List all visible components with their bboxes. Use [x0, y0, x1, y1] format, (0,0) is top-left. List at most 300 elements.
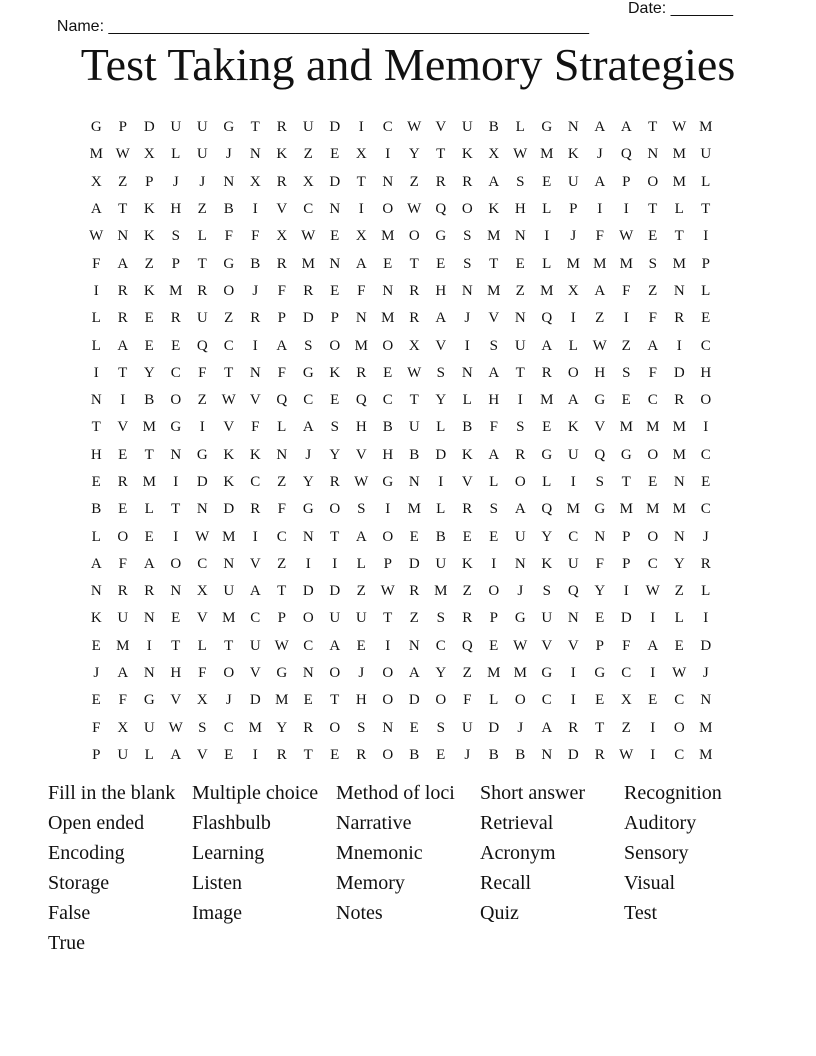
grid-letter[interactable]: D — [620, 610, 632, 627]
grid-letter[interactable]: A — [90, 555, 102, 572]
grid-letter[interactable]: L — [701, 173, 711, 190]
grid-letter[interactable]: S — [357, 501, 366, 518]
grid-letter[interactable]: Z — [277, 474, 287, 490]
grid-letter[interactable]: N — [302, 665, 314, 682]
grid-letter[interactable]: I — [676, 337, 682, 354]
grid-letter[interactable]: T — [701, 201, 711, 218]
grid-letter[interactable]: Z — [197, 201, 207, 218]
date-field-label[interactable]: Date: _______ — [628, 0, 733, 17]
grid-letter[interactable]: U — [302, 119, 314, 136]
grid-letter[interactable]: R — [117, 474, 128, 490]
grid-letter[interactable]: V — [594, 419, 606, 436]
grid-letter[interactable]: X — [249, 173, 261, 190]
grid-letter[interactable]: V — [567, 637, 579, 654]
grid-letter[interactable]: R — [170, 310, 181, 327]
grid-letter[interactable]: J — [517, 583, 524, 600]
grid-letter[interactable]: U — [567, 555, 579, 572]
grid-letter[interactable]: O — [488, 583, 500, 600]
grid-letter[interactable]: E — [144, 337, 154, 354]
grid-letter[interactable]: R — [594, 746, 605, 763]
grid-letter[interactable]: Z — [674, 583, 684, 600]
grid-letter[interactable]: C — [647, 555, 658, 572]
grid-letter[interactable]: F — [277, 364, 286, 381]
grid-letter[interactable]: M — [672, 146, 686, 163]
grid-letter[interactable]: A — [117, 255, 129, 272]
grid-letter[interactable]: M — [487, 665, 501, 682]
grid-letter[interactable]: T — [303, 746, 313, 763]
grid-letter[interactable]: M — [540, 146, 554, 163]
grid-letter[interactable]: Z — [118, 173, 128, 190]
grid-letter[interactable]: L — [701, 282, 711, 299]
grid-letter[interactable]: M — [169, 282, 183, 299]
grid-letter[interactable]: A — [170, 746, 182, 763]
grid-letter[interactable]: R — [515, 446, 526, 463]
grid-letter[interactable]: S — [436, 719, 445, 736]
grid-letter[interactable]: S — [595, 474, 604, 490]
grid-letter[interactable]: T — [171, 637, 181, 654]
grid-letter[interactable]: E — [701, 474, 711, 490]
grid-letter[interactable]: F — [92, 255, 101, 272]
grid-letter[interactable]: O — [329, 337, 341, 354]
grid-letter[interactable]: M — [540, 282, 554, 299]
grid-letter[interactable]: M — [513, 665, 527, 682]
grid-letter[interactable]: E — [409, 719, 419, 736]
grid-letter[interactable]: I — [252, 201, 258, 218]
grid-letter[interactable]: O — [382, 665, 394, 682]
grid-letter[interactable]: K — [541, 555, 553, 572]
grid-letter[interactable]: A — [276, 337, 288, 354]
grid-letter[interactable]: C — [382, 119, 393, 136]
grid-letter[interactable]: W — [168, 719, 183, 736]
grid-letter[interactable]: I — [650, 610, 656, 627]
grid-letter[interactable]: R — [276, 746, 287, 763]
grid-letter[interactable]: F — [622, 637, 631, 654]
grid-letter[interactable]: A — [647, 337, 659, 354]
grid-letter[interactable]: H — [382, 446, 394, 463]
grid-letter[interactable]: A — [620, 119, 632, 136]
grid-letter[interactable]: Q — [567, 583, 579, 600]
grid-letter[interactable]: Z — [197, 392, 207, 409]
grid-letter[interactable]: E — [330, 392, 340, 409]
grid-letter[interactable]: L — [489, 692, 499, 709]
grid-letter[interactable]: Z — [303, 146, 313, 163]
grid-letter[interactable]: U — [329, 610, 341, 627]
grid-letter[interactable]: C — [700, 337, 711, 354]
grid-letter[interactable]: W — [513, 146, 528, 163]
grid-letter[interactable]: A — [594, 173, 606, 190]
grid-letter[interactable]: Y — [594, 583, 606, 600]
grid-letter[interactable]: Z — [409, 173, 419, 190]
grid-letter[interactable]: Y — [673, 555, 685, 572]
grid-letter[interactable]: B — [409, 746, 420, 763]
grid-letter[interactable]: G — [276, 665, 288, 682]
grid-letter[interactable]: A — [594, 282, 606, 299]
grid-letter[interactable]: K — [90, 610, 102, 627]
grid-letter[interactable]: T — [674, 228, 684, 245]
grid-letter[interactable]: E — [542, 419, 552, 436]
grid-letter[interactable]: W — [89, 228, 104, 245]
grid-letter[interactable]: K — [567, 146, 579, 163]
grid-letter[interactable]: O — [382, 528, 394, 545]
grid-letter[interactable]: I — [650, 746, 656, 763]
grid-letter[interactable]: M — [381, 228, 395, 245]
grid-letter[interactable]: M — [593, 255, 607, 272]
grid-letter[interactable]: L — [542, 255, 552, 272]
grid-letter[interactable]: P — [595, 637, 604, 654]
grid-letter[interactable]: V — [488, 310, 500, 327]
grid-letter[interactable]: R — [409, 282, 420, 299]
grid-letter[interactable]: C — [303, 392, 314, 409]
grid-letter[interactable]: D — [249, 692, 261, 709]
grid-letter[interactable]: A — [647, 637, 659, 654]
grid-letter[interactable]: A — [302, 419, 314, 436]
grid-letter[interactable]: O — [647, 446, 659, 463]
grid-letter[interactable]: W — [672, 665, 687, 682]
grid-letter[interactable]: N — [673, 528, 685, 545]
grid-letter[interactable]: T — [118, 201, 128, 218]
grid-letter[interactable]: S — [304, 337, 313, 354]
grid-letter[interactable]: M — [407, 501, 421, 518]
grid-letter[interactable]: L — [197, 228, 207, 245]
grid-letter[interactable]: R — [197, 282, 208, 299]
grid-letter[interactable]: N — [382, 719, 394, 736]
grid-letter[interactable]: F — [251, 419, 260, 436]
grid-letter[interactable]: T — [648, 201, 658, 218]
grid-letter[interactable]: A — [408, 665, 420, 682]
grid-letter[interactable]: P — [277, 610, 286, 627]
grid-letter[interactable]: T — [118, 364, 128, 381]
grid-letter[interactable]: A — [488, 446, 500, 463]
grid-letter[interactable]: Y — [408, 146, 420, 163]
grid-letter[interactable]: I — [252, 337, 258, 354]
grid-letter[interactable]: C — [647, 392, 658, 409]
grid-letter[interactable]: R — [117, 310, 128, 327]
grid-letter[interactable]: M — [89, 146, 103, 163]
grid-letter[interactable]: N — [567, 610, 579, 627]
grid-letter[interactable]: B — [223, 201, 234, 218]
grid-letter[interactable]: T — [91, 419, 101, 436]
grid-letter[interactable]: W — [301, 228, 316, 245]
grid-letter[interactable]: Q — [541, 501, 553, 518]
grid-letter[interactable]: P — [622, 555, 631, 572]
grid-letter[interactable]: O — [647, 528, 659, 545]
grid-letter[interactable]: R — [700, 555, 711, 572]
grid-letter[interactable]: J — [305, 446, 312, 463]
grid-letter[interactable]: Z — [224, 310, 234, 327]
grid-letter[interactable]: M — [672, 419, 686, 436]
grid-letter[interactable]: M — [301, 255, 315, 272]
grid-letter[interactable]: N — [541, 746, 553, 763]
grid-letter[interactable]: I — [93, 282, 99, 299]
grid-letter[interactable]: O — [408, 228, 420, 245]
grid-letter[interactable]: L — [436, 501, 446, 518]
grid-letter[interactable]: E — [330, 746, 340, 763]
grid-letter[interactable]: P — [569, 201, 578, 218]
grid-letter[interactable]: W — [645, 583, 660, 600]
grid-letter[interactable]: I — [597, 201, 603, 218]
grid-letter[interactable]: T — [621, 474, 631, 490]
grid-letter[interactable]: O — [647, 173, 659, 190]
grid-letter[interactable]: P — [622, 528, 631, 545]
grid-letter[interactable]: N — [355, 310, 367, 327]
grid-letter[interactable]: N — [673, 282, 685, 299]
grid-letter[interactable]: D — [302, 310, 314, 327]
grid-letter[interactable]: V — [355, 446, 367, 463]
grid-letter[interactable]: X — [143, 146, 155, 163]
grid-letter[interactable]: O — [382, 692, 394, 709]
grid-letter[interactable]: O — [223, 665, 235, 682]
name-field-label[interactable]: Name: ______________________________________________________ — [56, 18, 589, 35]
grid-letter[interactable]: C — [250, 474, 261, 490]
grid-letter[interactable]: K — [143, 201, 155, 218]
grid-letter[interactable]: L — [542, 201, 552, 218]
grid-letter[interactable]: E — [303, 692, 313, 709]
grid-letter[interactable]: U — [435, 555, 447, 572]
grid-letter[interactable]: K — [567, 419, 579, 436]
grid-letter[interactable]: I — [570, 474, 576, 490]
grid-letter[interactable]: L — [674, 610, 684, 627]
grid-letter[interactable]: I — [252, 528, 258, 545]
grid-letter[interactable]: N — [223, 173, 235, 190]
grid-letter[interactable]: F — [224, 228, 233, 245]
grid-letter[interactable]: I — [146, 637, 152, 654]
grid-letter[interactable]: V — [435, 119, 447, 136]
grid-letter[interactable]: N — [700, 692, 712, 709]
grid-letter[interactable]: G — [223, 255, 235, 272]
grid-letter[interactable]: H — [355, 419, 367, 436]
grid-letter[interactable]: M — [672, 501, 686, 518]
grid-letter[interactable]: G — [541, 665, 553, 682]
grid-letter[interactable]: B — [435, 528, 446, 545]
grid-letter[interactable]: V — [249, 665, 261, 682]
grid-letter[interactable]: C — [382, 392, 393, 409]
grid-letter[interactable]: C — [700, 446, 711, 463]
grid-letter[interactable]: V — [196, 610, 208, 627]
grid-letter[interactable]: H — [594, 364, 606, 381]
grid-letter[interactable]: E — [621, 392, 631, 409]
grid-letter[interactable]: N — [408, 637, 420, 654]
grid-letter[interactable]: M — [222, 528, 236, 545]
grid-letter[interactable]: S — [198, 719, 207, 736]
grid-letter[interactable]: F — [595, 555, 604, 572]
grid-letter[interactable]: E — [383, 364, 393, 381]
grid-letter[interactable]: T — [648, 119, 658, 136]
grid-letter[interactable]: W — [619, 228, 634, 245]
grid-letter[interactable]: V — [249, 555, 261, 572]
grid-letter[interactable]: I — [93, 364, 99, 381]
grid-letter[interactable]: E — [91, 692, 101, 709]
grid-letter[interactable]: Z — [356, 583, 366, 600]
grid-letter[interactable]: M — [646, 501, 660, 518]
grid-letter[interactable]: M — [381, 310, 395, 327]
grid-letter[interactable]: W — [115, 146, 130, 163]
grid-letter[interactable]: T — [515, 364, 525, 381]
grid-letter[interactable]: Y — [435, 665, 447, 682]
grid-letter[interactable]: M — [354, 337, 368, 354]
grid-letter[interactable]: U — [117, 746, 129, 763]
grid-letter[interactable]: Z — [462, 665, 472, 682]
grid-letter[interactable]: W — [354, 474, 369, 490]
grid-letter[interactable]: X — [196, 692, 208, 709]
grid-letter[interactable]: K — [488, 201, 500, 218]
grid-letter[interactable]: U — [408, 419, 420, 436]
grid-letter[interactable]: G — [514, 610, 526, 627]
grid-letter[interactable]: N — [196, 501, 208, 518]
grid-letter[interactable]: S — [516, 173, 525, 190]
grid-letter[interactable]: K — [461, 146, 473, 163]
grid-letter[interactable]: W — [195, 528, 210, 545]
grid-letter[interactable]: E — [118, 446, 128, 463]
grid-letter[interactable]: N — [382, 282, 394, 299]
grid-letter[interactable]: F — [648, 364, 657, 381]
grid-letter[interactable]: M — [699, 119, 713, 136]
grid-letter[interactable]: J — [596, 146, 603, 163]
grid-letter[interactable]: R — [674, 392, 685, 409]
grid-letter[interactable]: J — [358, 665, 365, 682]
grid-letter[interactable]: T — [171, 501, 181, 518]
grid-letter[interactable]: L — [356, 555, 366, 572]
grid-letter[interactable]: T — [409, 392, 419, 409]
grid-letter[interactable]: X — [196, 583, 208, 600]
grid-letter[interactable]: C — [223, 337, 234, 354]
grid-letter[interactable]: I — [385, 637, 391, 654]
grid-letter[interactable]: S — [463, 228, 472, 245]
grid-letter[interactable]: S — [330, 419, 339, 436]
grid-letter[interactable]: P — [145, 173, 154, 190]
grid-letter[interactable]: J — [517, 719, 524, 736]
grid-letter[interactable]: N — [408, 474, 420, 490]
grid-letter[interactable]: E — [224, 746, 234, 763]
grid-letter[interactable]: C — [170, 364, 181, 381]
grid-letter[interactable]: J — [172, 173, 179, 190]
grid-letter[interactable]: O — [382, 201, 394, 218]
grid-letter[interactable]: I — [650, 665, 656, 682]
grid-letter[interactable]: G — [541, 119, 553, 136]
grid-letter[interactable]: M — [248, 719, 262, 736]
grid-letter[interactable]: H — [355, 692, 367, 709]
grid-letter[interactable]: E — [436, 746, 446, 763]
grid-letter[interactable]: M — [116, 637, 130, 654]
grid-letter[interactable]: D — [329, 583, 341, 600]
grid-letter[interactable]: G — [143, 692, 155, 709]
grid-letter[interactable]: R — [303, 282, 314, 299]
grid-letter[interactable]: C — [303, 637, 314, 654]
grid-letter[interactable]: E — [144, 528, 154, 545]
grid-letter[interactable]: I — [385, 501, 391, 518]
grid-letter[interactable]: U — [196, 310, 208, 327]
grid-letter[interactable]: B — [250, 255, 261, 272]
grid-letter[interactable]: T — [224, 364, 234, 381]
grid-letter[interactable]: C — [621, 665, 632, 682]
grid-letter[interactable]: V — [223, 419, 235, 436]
grid-letter[interactable]: N — [249, 146, 261, 163]
grid-letter[interactable]: M — [434, 583, 448, 600]
grid-letter[interactable]: U — [170, 119, 182, 136]
grid-letter[interactable]: Z — [409, 610, 419, 627]
grid-letter[interactable]: E — [648, 692, 658, 709]
grid-letter[interactable]: X — [355, 146, 367, 163]
grid-letter[interactable]: T — [197, 255, 207, 272]
grid-letter[interactable]: L — [436, 419, 446, 436]
grid-letter[interactable]: R — [144, 583, 155, 600]
grid-letter[interactable]: I — [623, 201, 629, 218]
grid-letter[interactable]: A — [594, 119, 606, 136]
grid-letter[interactable]: M — [566, 501, 580, 518]
grid-letter[interactable]: D — [567, 746, 579, 763]
grid-letter[interactable]: V — [276, 201, 288, 218]
grid-letter[interactable]: I — [199, 419, 205, 436]
grid-letter[interactable]: L — [144, 501, 154, 518]
grid-letter[interactable]: Z — [277, 555, 287, 572]
grid-letter[interactable]: N — [143, 610, 155, 627]
grid-letter[interactable]: Q — [461, 637, 473, 654]
grid-letter[interactable]: N — [461, 364, 473, 381]
grid-letter[interactable]: X — [620, 692, 632, 709]
grid-letter[interactable]: O — [673, 719, 685, 736]
grid-letter[interactable]: M — [619, 501, 633, 518]
grid-letter[interactable]: R — [250, 501, 261, 518]
grid-letter[interactable]: E — [648, 228, 658, 245]
grid-letter[interactable]: R — [276, 173, 287, 190]
grid-letter[interactable]: U — [117, 610, 129, 627]
grid-letter[interactable]: W — [221, 392, 236, 409]
grid-letter[interactable]: Y — [541, 528, 553, 545]
grid-letter[interactable]: N — [249, 364, 261, 381]
grid-letter[interactable]: T — [144, 446, 154, 463]
grid-letter[interactable]: M — [672, 446, 686, 463]
grid-letter[interactable]: S — [171, 228, 180, 245]
grid-letter[interactable]: O — [329, 665, 341, 682]
grid-letter[interactable]: N — [117, 228, 129, 245]
grid-letter[interactable]: L — [277, 419, 287, 436]
grid-letter[interactable]: U — [514, 337, 526, 354]
grid-letter[interactable]: X — [567, 282, 579, 299]
grid-letter[interactable]: D — [408, 555, 420, 572]
grid-letter[interactable]: X — [355, 228, 367, 245]
grid-letter[interactable]: M — [672, 255, 686, 272]
grid-letter[interactable]: G — [302, 364, 314, 381]
grid-letter[interactable]: I — [358, 201, 364, 218]
grid-letter[interactable]: N — [170, 583, 182, 600]
grid-letter[interactable]: A — [514, 501, 526, 518]
grid-letter[interactable]: E — [383, 255, 393, 272]
grid-letter[interactable]: A — [567, 392, 579, 409]
grid-letter[interactable]: E — [674, 637, 684, 654]
grid-letter[interactable]: Z — [621, 337, 631, 354]
grid-letter[interactable]: U — [355, 610, 367, 627]
grid-letter[interactable]: A — [541, 719, 553, 736]
grid-letter[interactable]: N — [143, 665, 155, 682]
grid-letter[interactable]: F — [198, 364, 207, 381]
grid-letter[interactable]: D — [408, 692, 420, 709]
grid-letter[interactable]: B — [409, 446, 420, 463]
grid-letter[interactable]: T — [489, 255, 499, 272]
grid-letter[interactable]: R — [329, 474, 340, 490]
grid-letter[interactable]: N — [567, 119, 579, 136]
grid-letter[interactable]: R — [435, 173, 446, 190]
grid-letter[interactable]: B — [515, 746, 526, 763]
grid-letter[interactable]: T — [409, 255, 419, 272]
grid-letter[interactable]: B — [91, 501, 102, 518]
grid-letter[interactable]: S — [489, 501, 498, 518]
grid-letter[interactable]: R — [276, 255, 287, 272]
grid-letter[interactable]: V — [249, 392, 261, 409]
grid-letter[interactable]: E — [542, 173, 552, 190]
grid-letter[interactable]: R — [568, 719, 579, 736]
grid-letter[interactable]: K — [461, 555, 473, 572]
grid-letter[interactable]: K — [249, 446, 261, 463]
grid-letter[interactable]: E — [356, 637, 366, 654]
